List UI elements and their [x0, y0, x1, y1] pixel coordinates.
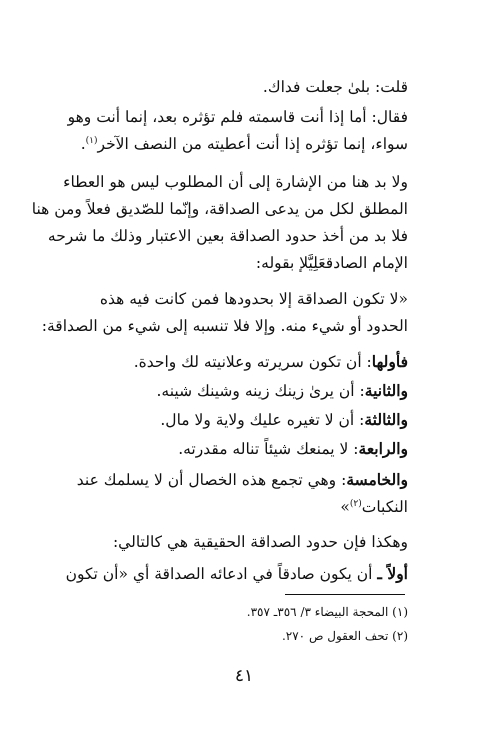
- line-text: فلا بد من أخذ حدود الصداقة بعين الاعتبار وذلك ما شرحه: [47, 227, 408, 245]
- line-text: »: [340, 498, 350, 517]
- text-line-1: [263, 80, 408, 96]
- item-text: : أن تكون سريرته وعلانيته لك واحدة.: [133, 353, 372, 371]
- text-line-15: [340, 500, 408, 516]
- item-label: والخامسة: [346, 470, 408, 489]
- text-line-9: [42, 319, 408, 335]
- line-text: الإمام الصادقعَلِيَّلإ بقوله:: [255, 254, 408, 272]
- line-text: .: [80, 135, 86, 154]
- text-line-5: [32, 202, 408, 218]
- footnote-1: [247, 606, 408, 618]
- text-line-13: [178, 441, 408, 458]
- item-text: أن يكون صادقاً في ادعائه الصداقة أي «أن تكون: [65, 565, 378, 583]
- text-line-10: [134, 354, 408, 371]
- line-text: الحدود أو شيء منه. وإلا فلا تنسبه إلى شيء من الصداقة:: [41, 317, 408, 335]
- footnote-2: [282, 630, 408, 642]
- text-line-16: [113, 535, 408, 551]
- footnote-text: (١) المحجة البيضاء ٣/ ٣٥٦ـ ٣٥٧.: [246, 605, 408, 619]
- footnote-marker-1[interactable]: (١): [85, 136, 98, 146]
- text-line-12: [160, 412, 408, 429]
- item-text: : لا يمنعك شيئاً تناله مقدرته.: [178, 440, 359, 458]
- text-line-11: [157, 383, 409, 400]
- line-text: المطلق لكل من يدعى الصداقة، وإنّما للصّديق فعلاً ومن هنا: [31, 200, 408, 218]
- item-text: : أن لا تغيره عليك ولاية ولا مال.: [160, 411, 365, 429]
- line-text: سواء، إنما تؤثره إذا أنت أعطيته من النصف الآخر: [97, 135, 408, 154]
- line-text: ولا بد هنا من الإشارة إلى أن المطلوب ليس هو العطاء: [63, 173, 408, 191]
- footnote-divider: [285, 594, 405, 595]
- item-text: : وهي تجمع هذه الخصال أن لا يسلمك عند: [76, 471, 347, 489]
- item-label: أولاً ـ: [377, 564, 408, 583]
- page-number: ٤١: [234, 666, 254, 686]
- item-label: والرابعة: [358, 439, 408, 458]
- item-label: والثانية: [364, 381, 408, 400]
- text-line-7: [256, 256, 408, 272]
- item-label: فأولها: [371, 352, 408, 371]
- text-line-6: [48, 229, 408, 245]
- line-text: «لا تكون الصداقة إلا بحدودها فمن كانت فيه هذه: [99, 290, 408, 308]
- text-line-8: [100, 292, 408, 308]
- text-line-2: [68, 110, 408, 126]
- text-line-17: [66, 566, 408, 583]
- text-line-4: [63, 175, 408, 191]
- text-line-3: [81, 137, 408, 153]
- footnote-text: (٢) تحف العقول ص ٢٧٠.: [281, 629, 408, 643]
- item-label: والثالثة: [364, 410, 408, 429]
- text-line-14: [77, 472, 408, 489]
- footnote-marker-2[interactable]: (٢): [349, 499, 362, 509]
- item-text: : أن يرىٰ زينك زينه وشينك شينه.: [156, 382, 365, 400]
- line-text: وهكذا فإن حدود الصداقة الحقيقية هي كالتالي:: [112, 533, 408, 551]
- line-text: فقال: أما إذا أنت قاسمته فلم تؤثره بعد، إنما أنت وهو: [67, 108, 408, 126]
- line-text: قلت: بلىٰ جعلت فداك.: [262, 78, 408, 96]
- line-text: النكبات: [361, 498, 408, 517]
